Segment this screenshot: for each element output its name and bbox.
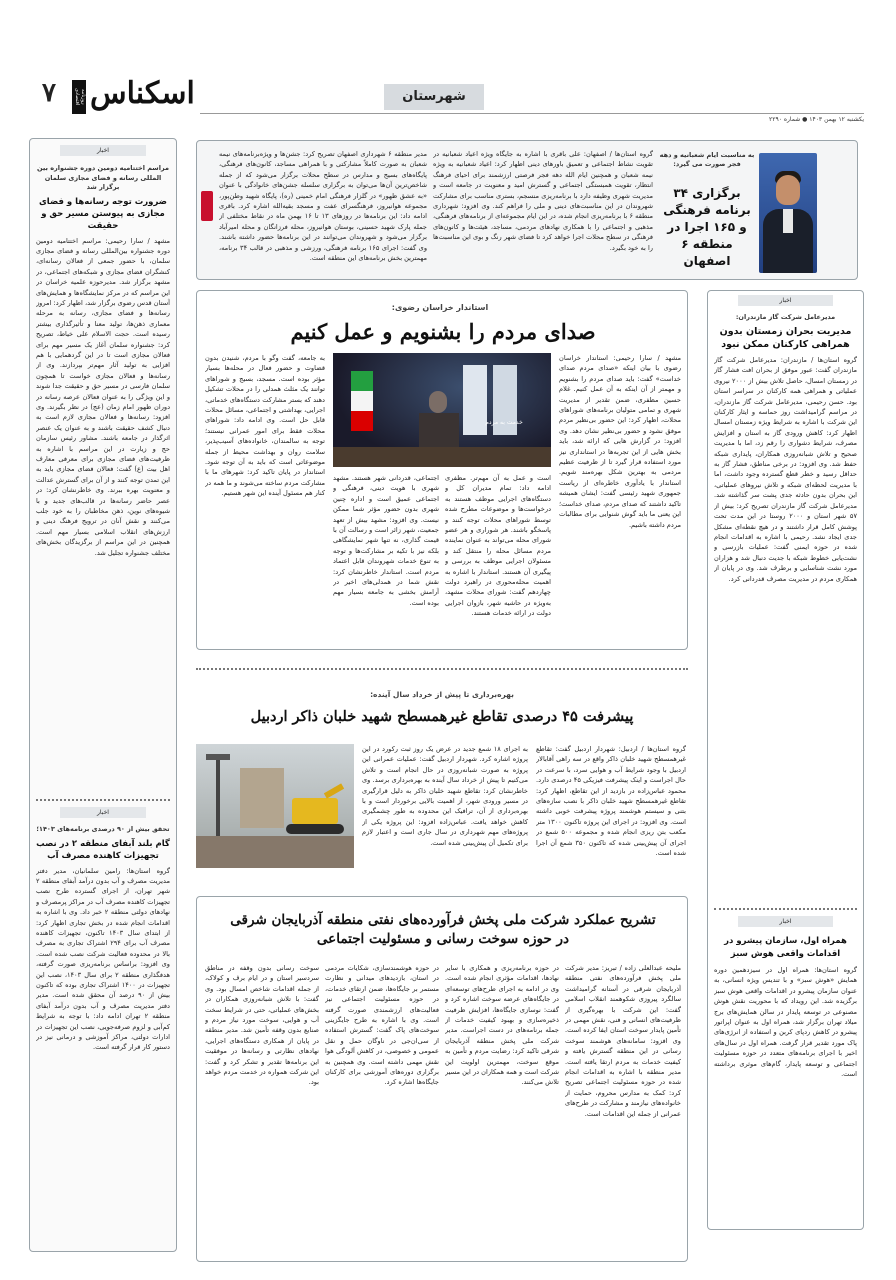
issue-date: یکشنبه ۱۲ بهمن ۱۴۰۳ ● شماره ۲۲۹۰ bbox=[769, 116, 864, 123]
left-tag-1: اخبار bbox=[60, 145, 146, 156]
article1-column-4: به جامعه، گفت وگو با مردم، شنیدن بدون قضاوت و حضور فعال در محله‌ها بسیار مؤثر بوده است. مسجد، بسیج و شوراهای توانند یک مثلث همدلی را در محلات تشکیل دهند که بستر مشارکت دستگاه‌های خدماتی، اجرایی، بهداشتی و اجتماعی، مسائل محلات قابل حل است. وی ادامه داد: شوراهای محلات فقط برای امور عمرانی نیستند؛ توجه به سالمندان، خانواده‌های آسیب‌پذیر، سلامت روان و بهداشت محیط از جمله موضوعاتی است که باید به آن توجه شود. استاندار در پایان تاکید کرد: شهرهای ما با مشارکت مردم ساخته می‌شوند و ما همه در کنار هم مسئول آینده این شهر هستیم. bbox=[205, 354, 325, 498]
left-body-1: مشهد / سارا رحیمی: مراسم اختتامیه دومین دوره جشنواره بین‌المللی رسانه و فضای مجازی سلمان، با حضور جمعی از فعالان رسانه‌ای، کنشگران فضای مجازی و شبکه‌های اجتماعی، در مشهد برگزار شد. مدیرحوزه علمیه خراسان در این مراسم که در مرکز نمایشگاه‌ها و همایش‌های آستان قدس رضوی برگزار شد، اظهار کرد: امروز رسانه‌ها و فضای مجازی، رسانه به مرحله معماری ذهن‌ها، تولید معنا و تأثیرگذاری بیشتر رسیده است. حجت الاسلام علی خیاط، تصریح کرد: جشنواره سلمان آغاز یک مسیر مهم برای فعالان مجازی است تا در این گردهمایی با هم افزایی به تولید آثار مهم‌تر بپردازند. وی از رسانه‌ها و فعالان مجازی خواست تا همچون سلمان فارسی در مسیر حق و حقیقت جدا شوند و این ویژگی را به عنوان فعالان عرصه رسانه در دوران ظهور امام زمان (عج) در نظر بگیرند. وی افزود: رسانه‌ها و فعالان مجازی لازم است به دنبال کشف حقیقت باشند و به عنوان یک عنصر اثرگذار در جامعه باشند. مشاور رئیس سازمان حج و زیارت در این مراسم با اشاره به ظرفیت‌های فضای مجازی برای معرفی معارف اهل بیت (ع) گفت: فعالان فضای مجازی باید به این تمدن توجه کنند و از آن برای گسترش عدالت و معنویت بهره ببرند. وی خاطرنشان کرد: در عصر حاضر رسانه‌ها در قالب‌های جدید و با شیوه‌های نوین، ذهن مخاطبان را به خود جلب می‌کنند و نقش آنان در ترویج فرهنگ دینی و ارزش‌های انقلاب اسلامی بسیار مهم است. همچنین در این مراسم از برگزیدگان بخش‌های مختلف جشنواره تجلیل شد. bbox=[36, 236, 170, 557]
right-column-box bbox=[707, 290, 864, 1230]
banner-accent-mark bbox=[201, 191, 213, 221]
right-tag-1: اخبار bbox=[738, 295, 833, 306]
banner-column-2: مدیر منطقه ۶ شهرداری اصفهان تصریح کرد: جشن‌ها و ویژه‌برنامه‌های نیمه شعبان به صورت کاملاً مشارکتی و با همراهی مساجد، کانون‌های فرهنگی، پایگاه‌های بسیج و مدارس در سطح محلات برگزار می‌شود که از جمله شاخص‌ترین آن‌ها می‌توان به برگزاری سلسله جشن‌های خانوادگی با عنوان «به عشق ظهور» در گلزار فرهنگی امام خمینی (ره)، پایگاه شهید وطن‌پور، مجموعه هوانیروز، فرهنگسرای عفت و مسجد بقیه‌الله اشاره کرد. باقری ادامه داد: این برنامه‌ها در روزهای ۱۳ تا ۱۶ بهمن ماه در نقاط مختلفی از جمله پارک شهید حسینی، بوستان هوانیروز، محله فرزانگان و محله امیرآباد برگزار می‌شود و شهروندان می‌توانند در این برنامه‌ها حضور داشته باشند. وی گفت: اجرای ۱۶۵ برنامه فرهنگی، ورزشی و مذهبی در قالب ۳۴ برنامه، مهمترین بخش برنامه‌های این منطقه است. bbox=[219, 150, 427, 263]
speaker-figure bbox=[429, 391, 447, 413]
header-divider bbox=[200, 113, 864, 114]
article-ardabil-intersection bbox=[196, 680, 688, 874]
left-kicker-1: مراسم اختتامیه دومین دوره جشنواره بین المللی رسانه و فضای مجازی سلمان برگزار شد bbox=[36, 164, 169, 191]
dirt-ground bbox=[196, 836, 354, 868]
construction-photo bbox=[196, 744, 354, 868]
article1-column-2: است و عمل به آن مهم‌تر. مظفری ادامه داد: تمام مدیران کل و دستگاه‌های اجرایی موظف هستند به درخواست‌ها و موضوعات مطرح شده توسط شوراهای محلات توجه کنند و پاسخگو باشند. هر شوراری و هر عضو شورای محله می‌تواند به عنوان نماینده مردم مسائل محله را منتقل کند و مسئولان اجرایی موظف به بررسی و پیگیری آن هستند. استاندار با اشاره به اهمیت محله‌محوری در راهبرد دولت چهاردهم گفت: شورای محلات مشهد، به‌ویژه در حاشیه شهر، بازوان اجرایی دولت در ارائه خدمات هستند. bbox=[445, 474, 551, 618]
article2-column-2: به اجرای ۱۸ شمع جدید در عرض یک روز ثبت رکورد در این پروژه اشاره کرد. شهردار اردبیل گفت: عملیات عمرانی این پروژه به صورت شبانه‌روزی در حال انجام است و تلاش می‌کنیم تا پیش از خرداد سال آینده به بهره‌برداری برسد. وی خاطرنشان کرد: تقاطع شهید خلبان ذاکر به دلیل قرارگیری در مسیر ورودی شهر، از اهمیت بالایی برخوردار است و با بهره‌برداری از آن، ترافیک این محدوده به طور چشمگیری کاهش خواهد یافت. عباس‌زاده افزود: این پروژه یکی از پروژه‌های مهم شهرداری در سال جاری است و اعتبار لازم برای تکمیل آن پیش‌بینی شده است. bbox=[362, 745, 528, 847]
right-separator bbox=[714, 908, 857, 910]
dotted-separator bbox=[196, 668, 688, 670]
article3-column-2: در حوزه برنامه‌ریزی و همکاری با سایر نهادها، اقدامات مؤثری انجام شده است. وی در ادامه به اجرای طرح‌های توسعه‌ای در جایگاه‌های عرضه سوخت اشاره کرد و گفت: نوسازی جایگاه‌ها، افزایش ظرفیت ذخیره‌سازی و بهبود کیفیت خدمات از جمله برنامه‌های در دست اجراست. مدیر شرکت ملی پخش منطقه آذربایجان شرقی تاکید کرد: رضایت مردم و تأمین به موقع سوخت، مهمترین اولویت این شرکت است و همه همکاران در این مسیر تلاش می‌کنند. bbox=[445, 964, 559, 1087]
left-tag-2: اخبار bbox=[60, 807, 146, 818]
governor-photo bbox=[333, 353, 551, 467]
newspaper-logo: اسکناس bbox=[90, 76, 195, 111]
right-tag-2: اخبار bbox=[738, 916, 833, 927]
banner-article bbox=[196, 140, 858, 280]
article1-kicker: استاندار خراسان رضوی: bbox=[391, 303, 489, 312]
article-oil-distribution bbox=[196, 896, 688, 1262]
banner-column-1: گروه استان‌ها / اصفهان: علی باقری با اشاره به جایگاه ویژه اعیاد شعبانیه در تقویت نشاط اجتماعی و تعمیق باورهای دینی اظهار کرد: اعیاد شعبانیه به ویژه نیمه شعبان و همچنین ایام الله دهه فجر فرصتی ارزشمند برای احیای فرهنگ انتظار، تقویت همبستگی اجتماعی و گسترش امید و معنویت در جامعه است و مدیریت شهری وظیفه دارد با برنامه‌ریزی منسجم، بستری مناسب برای مشارکت شهروندان در این مناسبت‌های دینی و ملی را فراهم کند. وی افزود: شهرداری منطقه ۶ با برنامه‌ریزی انجام شده، در این ایام مجموعه‌ای از برنامه‌های فرهنگی، مذهبی و اجتماعی را با همکاری نهادهای مردمی، مساجد، هیئت‌ها و کانون‌های فرهنگی در سطح محلات اجرا خواهد کرد تا فضای شهر رنگ و بوی این مناسبت‌ها را به خود بگیرد. bbox=[433, 150, 653, 252]
article3-column-3: در حوزه هوشمندسازی، شکایات مردمی در استان، بازدیدهای میدانی و نظارت مستمر بر جایگاه‌ها، ضمن ارتقای خدمات، در حوزه مسئولیت اجتماعی نیز فعالیت‌های ارزشمندی صورت گرفته است. وی با اشاره به طرح جایگزینی سوخت‌های پاک گفت: گسترش استفاده از سی‌ان‌جی در ناوگان حمل و نقل عمومی و خصوصی، در کاهش آلودگی هوا نقش مهمی داشته است. وی همچنین به برگزاری دوره‌های آموزشی برای کارکنان جایگاه‌ها اشاره کرد. bbox=[325, 964, 439, 1087]
excavator-tracks bbox=[286, 824, 344, 834]
banner-kicker: به مناسبت ایام شعبانیه و دهه فجر صورت می گیرد: bbox=[659, 151, 755, 168]
section-title: شهرستان bbox=[384, 84, 484, 110]
right-title-2: همراه اول، سازمان پیشرو در اقدامات واقعی هوش سبز bbox=[724, 936, 847, 959]
article1-title: صدای مردم را بشنویم و عمل کنیم bbox=[290, 319, 596, 344]
right-kicker-1: مدیرعامل شرکت گاز مازندران: bbox=[735, 313, 836, 321]
excavator-body bbox=[292, 798, 338, 824]
logo-badge: روزنامه اقتصادی bbox=[72, 80, 86, 114]
right-body-2: گروه استان‌ها: همراه اول در سیزدهمین دوره همایش «هوش سبز» و با تندیس ویژه انسانی، به عنوان سازمان پیشرو در اقدامات واقعی هوش سبز برگزیده شد. این رویداد که با محوریت نقش هوش مصنوعی در توسعه پایدار در سالن همایش‌های برج میلاد تهران برگزار شد، همراه اول به عنوان اپراتور پیشرو در کاهش ردپای کربن و استفاده از انرژی‌های پاک مورد تقدیر قرار گرفت. همراه اول در سال‌های اخیر با اجرای برنامه‌های متعدد در حوزه مسئولیت اجتماعی و توسعه پایدار، گام‌های موثری برداشته است. bbox=[714, 966, 857, 1079]
page-number: ۷ bbox=[42, 78, 56, 108]
excavator-arm bbox=[324, 783, 344, 798]
banner-title: برگزاری ۳۴ برنامه فرهنگی و ۱۶۵ اجرا در منطقه ۶ اصفهان bbox=[663, 186, 751, 268]
crane-top bbox=[206, 754, 230, 760]
left-title-1: ضرورت توجه رسانه‌ها و فضای مجازی به پیوستن مسیر حق و حقیقت bbox=[39, 196, 167, 231]
article3-column-4: سوخت رسانی بدون وقفه در مناطق سردسیر استان و در ایام برف و کولاک، از جمله اقدامات شاخص امسال بود. وی گفت: با تلاش شبانه‌روزی همکاران در بخش‌های عملیاتی، حتی در شرایط سخت آب و هوایی، سوخت مورد نیاز مردم و صنایع بدون وقفه تأمین شد. مدیر منطقه در پایان از همکاری دستگاه‌های اجرایی، نهادهای نظارتی و رسانه‌ها در موفقیت این برنامه‌ها تقدیر و تشکر کرد و گفت: این شرکت همواره در خدمت مردم خواهد بود. bbox=[205, 964, 319, 1087]
article1-column-1: مشهد / سارا رحیمی: استاندار خراسان رضوی با بیان اینکه «صدای مردم صدای خداست» گفت: باید صدای مردم را بشنویم و مهمتر از آن اینکه به آن عمل کنیم. غلام حسین مظفری، ضمن تقدیر از مدیریت شهری و تمامی متولیان برنامه‌های شوراهای محلات، اظهار کرد: این حضور بی‌نظیر مردم موفق نشود و حضور بی‌نظیر نشان دهد. وی افزود: در گزارش هایی که ارائه شد، باید بخش هایی از این تجربه‌ها در استانداری نیز مورد استفاده قرار گیرد تا از ظرفیت عظیم مردمی به بهترین شکل بهره‌مند شویم. استاندار با یادآوری خاطره‌ای از ریاست جمهوری شهید رئیسی گفت: ایشان همیشه تاکید داشتند که صدای مردم، صدای خداست؛ این یعنی ما باید گوش شنوایی برای مطالبات مردم داشته باشیم. bbox=[559, 354, 681, 529]
left-separator bbox=[36, 799, 170, 801]
right-body-1: گروه استان‌ها / مازندران: مدیرعامل شرکت گاز مازندران گفت: عبور موفق از بحران افت فشار گاز در زمستان امسال، حاصل تلاش بیش از ۲۰۰۰ نیروی عملیاتی و همراهی همه کارکنان در سراسر استان بود. حسن رحیمی، مدیرعامل شرکت گاز مازندران، در مراسم گرامیداشت روز حماسه و ایثار کارکنان این شرکت با اشاره به شرایط ویژه زمستان امسال اظهار کرد: کاهش ورودی گاز به استان و افزایش مصرف، شرایط دشواری را رقم زد، اما با مدیریت صحیح و تلاش شبانه‌روزی همکاران، پایداری شبکه حفظ شد. وی افزود: در برخی مناطق، فشار گاز به حداقل رسید و خطر قطع گسترده وجود داشت، اما با مدیریت لحظه‌ای شبکه و تلاش نیروهای عملیاتی، این بحران بدون حادثه جدی پشت سر گذاشته شد. مدیرعامل شرکت گاز مازندران تصریح کرد: بیش از ۵۷ شهر استان و ۲۰۰۰ روستا در این مدت تحت پوشش کامل قرار داشتند و در هیچ نقطه‌ای مشکل جدی ایجاد نشد. رحیمی با اشاره به اقدامات انجام شده در حوزه ایمنی گفت: عملیات بازرسی و نشت‌یابی خطوط شبکه با جدیت دنبال شد و هزاران مورد نشت شناسایی و برطرف شد. وی در پایان از همکاری مردم در مدیریت مصرف قدردانی کرد. bbox=[714, 356, 857, 583]
article1-column-3: اجتماعی، قدردانی شهر هستند. مشهد شهری با هویت دینی، فرهنگی و اجتماعی عمیق است و اداره چنین شهری بدون حضور مؤثر شما ممکن نیست. وی افزود: مشهد بیش از تعهد جمعیت، شهر زائر است و رسالت آن با قیمت گذاری، نه تنها شهر نمایشگاهی بلکه نیز با تکیه بر مشارکت‌ها و توجه به تنوع خدمات شهروندان قابل اعتماد مردم است. استاندار خاطرنشان کرد: نقش شما در همدلی‌های اخیر در آرامش بخشی به جامعه بسیار مهم بوده است. bbox=[333, 474, 439, 607]
stage-floor bbox=[333, 447, 551, 467]
portrait-head bbox=[776, 175, 800, 205]
official-portrait bbox=[759, 153, 817, 273]
right-news-column bbox=[707, 290, 864, 1260]
left-news-column bbox=[29, 138, 177, 1260]
article3-column-1: ملیحه عبدالعلی زاده / تبریز: مدیر شرکت ملی پخش فرآورده‌های نفتی منطقه آذربایجان شرقی در آستانه گرامیداشت سالگرد پیروزی شکوهمند انقلاب اسلامی گفت: این شرکت با بهره‌گیری از ظرفیت‌های انسانی و فنی، نقش مهمی در تأمین پایدار سوخت استان ایفا کرده است. وی افزود: سامانه‌های هوشمند سوخت رسانی در این منطقه گسترش یافته و کیفیت خدمات به مردم ارتقا یافته است. مدیر منطقه با اشاره به اقدامات انجام شده در حوزه مسئولیت اجتماعی تصریح کرد: کمک به مدارس محروم، حمایت از خانواده‌های نیازمند و مشارکت در طرح‌های عمرانی از جمله این اقدامات است. bbox=[565, 964, 681, 1118]
left-kicker-2: تحقق بیش از ۹۰ درصدی برنامه‌های ۱۴۰۳؛ bbox=[36, 824, 170, 833]
article-governor bbox=[196, 290, 688, 650]
right-title-1: مدیریت بحران زمستان بدون همراهی کارکنان ممکن نبود bbox=[719, 326, 852, 350]
article3-title: تشریح عملکرد شرکت ملی پخش فرآورده‌های نفتی منطقه آذربایجان شرقی در حوزه سوخت رسانی و مسئولیت اجتماعی bbox=[230, 912, 656, 947]
masthead bbox=[34, 74, 194, 120]
left-body-2: گروه استان‌ها: رامین سلمانیان، مدیر دفتر مدیریت مصرف و آب بدون درآمد آبفای منطقه ۲ شهر تهران، از اجرای گسترده طرح نصب تجهیزات کاهنده مصرف آب در مراکز پرمصرف و نهادهای دولتی منطقه ۲ خبر داد. وی با اشاره به اقدامات انجام شده در بخش تجاری اظهار کرد: از ابتدای سال ۱۴۰۳ تاکنون، تجهیزات کاهنده مصرف آب برای ۲۹۴ اشتراک تجاری به مصرف بالا در محدوده فعالیت شرکت نصب شده است. وی افزود: براساس برنامه‌ریزی صورت گرفته، هدفگذاری منطقه ۲ برای سال ۱۴۰۳، نصب این تجهیزات در ۱۴۰۰ اشتراک تجاری بوده که تاکنون بیش از ۹۰ درصد آن محقق شده است. مدیر دفتر مدیریت مصرف و آب بدون درآمد آبفای منطقه ۲ تهران ادامه داد: با توجه به شرایط کم‌آبی و لزوم صرفه‌جویی، نصب این تجهیزات در ادارات دولتی، مراکز آموزشی و درمانی نیز در دستور کار قرار گرفته است. bbox=[36, 866, 170, 1052]
left-column-box bbox=[29, 138, 177, 1252]
article2-kicker: بهره‌برداری تا پیش از خرداد سال آینده: bbox=[370, 690, 514, 699]
portrait-shirt bbox=[783, 209, 793, 233]
podium bbox=[419, 413, 459, 447]
iran-flag bbox=[351, 371, 373, 431]
article2-column-1: گروه استان‌ها / اردبیل: شهردار اردبیل گفت: تقاطع غیرهمسطح شهید خلبان ذاکر واقع در سه راهی آقابالار اردبیل با وجود شرایط آب و هوایی سرد، با سرعت در حال اجراست و اینک پیشرفت فیزیکی ۴۵ درصدی دارد. محمود عباس‌زاده در بازدید از این تقاطع، اظهار کرد: تقاطع غیرهمسطح شهید خلبان ذاکر با نصب سازه‌های بتنی و سیستم هوشمند پروژه پیشرفت خوبی داشته است. وی افزود: در اجرای این پروژه تاکنون ۱۳۰۰ متر مکعب بتن ریزی انجام شده و مجموعه ۵۰۰ شمع در اجرای آن پیش‌بینی شده که تاکنون ۳۵۰ شمع آن اجرا شده است. bbox=[536, 745, 686, 858]
article2-title: پیشرفت ۴۵ درصدی تقاطع غیرهمسطح شهید خلبان ذاکر اردبیل bbox=[250, 708, 634, 725]
page-header bbox=[0, 0, 896, 128]
left-title-2: گام بلند آبفای منطقه ۲ در نصب تجهیزات کاهنده مصرف آب bbox=[36, 838, 170, 861]
building bbox=[240, 768, 284, 828]
stage-banner-text: خدمت به مردم bbox=[485, 419, 523, 426]
